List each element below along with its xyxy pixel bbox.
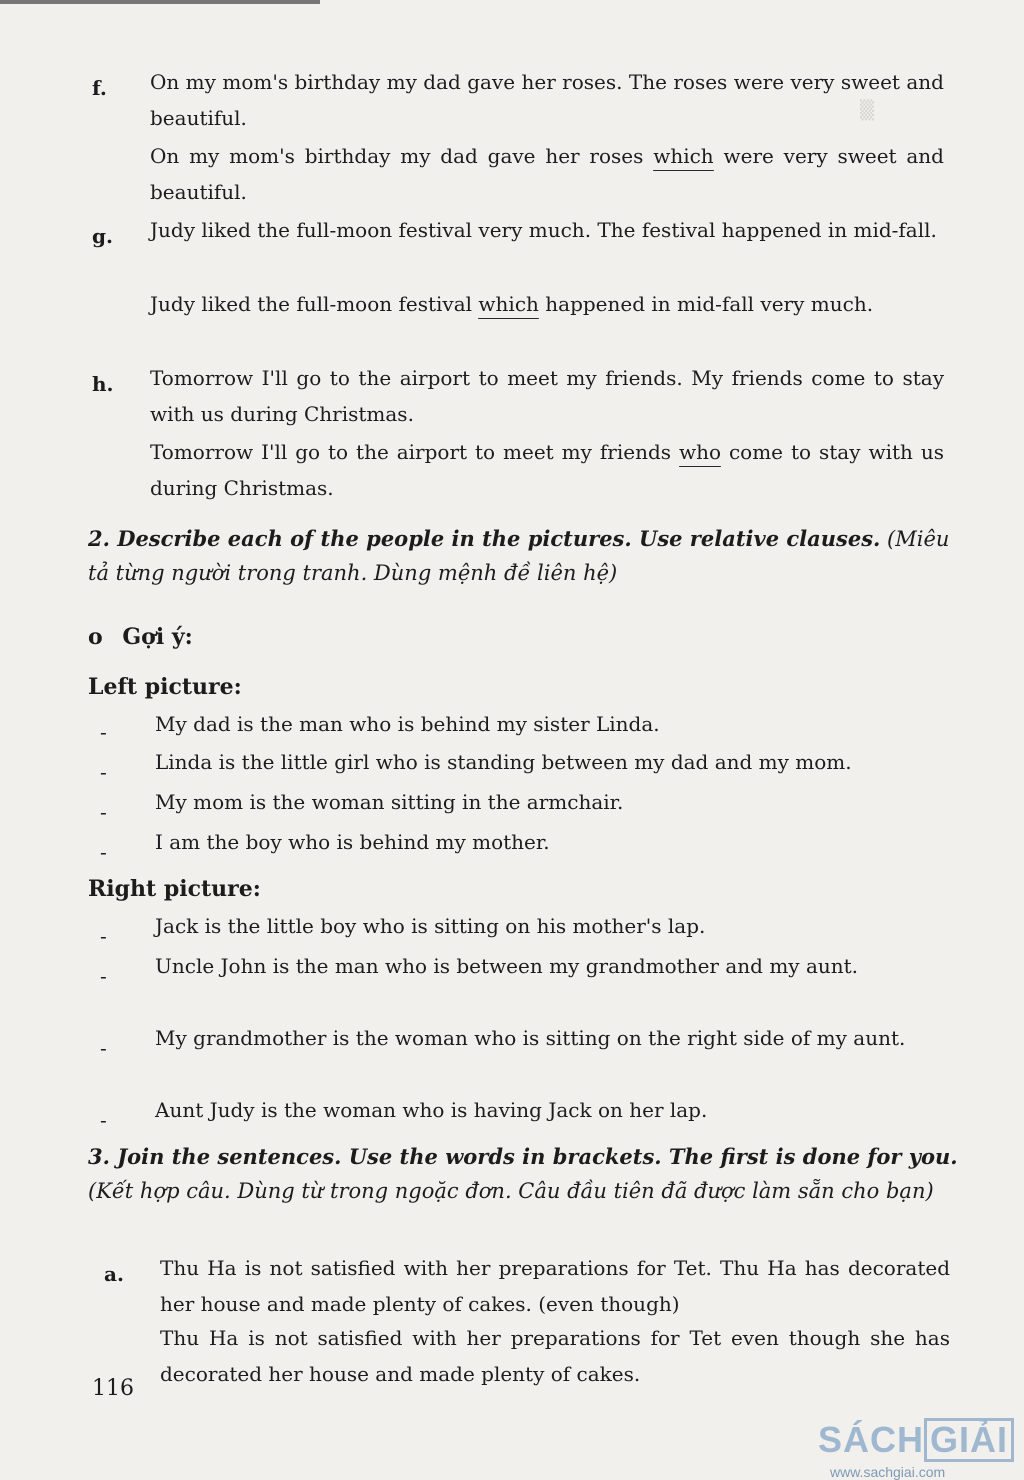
item-f-answer [150,138,944,210]
bullet: - [100,760,107,784]
hint-label: Gợi ý: [122,624,193,650]
exercise-2-heading [88,522,962,590]
answer-text: happened in mid-fall very much. [538,292,874,316]
bullet: - [100,720,107,744]
right-picture-line: Uncle John is the man who is between my grandmother and my aunt. [155,954,859,978]
bullet: - [100,964,107,988]
answer-text: Tomorrow I'll go to the airport to meet my friends [150,440,679,464]
item-g-question: Judy liked the full-moon festival very much. The festival happened in mid-fall. [150,218,937,242]
item-h-answer [150,434,944,506]
bullet: - [100,1036,107,1060]
top-rule [0,0,320,4]
item-a-question: Thu Ha is not satisfied with her preparations for Tet. Thu Ha has decorated her house and made plenty of cakes. (even though) [160,1256,950,1316]
watermark-logo-boxed: GIẢI [924,1418,1014,1462]
watermark-url: www.sachgiai.com [830,1464,946,1480]
exercise-heading-vi: (Miêu tả từng người trong tranh. Dùng mệnh đề liên hệ) [88,527,950,585]
bleed-through-decoration: ▒ [860,100,874,121]
left-picture-line: My dad is the man who is behind my sister Linda. [155,712,660,736]
exercise-heading-vi: (Kết hợp câu. Dùng từ trong ngoặc đơn. Câu đầu tiên đã được làm sẵn cho bạn) [88,1179,934,1203]
answer-text: come to stay with us during Christmas. [150,440,944,500]
watermark [818,1418,1018,1478]
bullet: - [100,924,107,948]
answer-text: Judy liked the full-moon festival [150,292,479,316]
item-g-answer [150,286,944,322]
left-picture-line: My mom is the woman sitting in the armchair. [155,790,624,814]
item-h-question: Tomorrow I'll go to the airport to meet my friends. My friends come to stay with us during Christmas. [150,366,944,426]
page-number: 116 [92,1376,134,1401]
left-picture-line: Linda is the little girl who is standing between my dad and my mom. [155,750,852,774]
hint-heading [88,624,193,650]
left-picture-line: I am the boy who is behind my mother. [155,830,550,854]
item-label-h: h. [92,372,114,396]
exercise-heading-en: 3. Join the sentences. Use the words in brackets. The first is done for you. [88,1144,958,1169]
relative-pronoun: who [678,440,722,464]
watermark-logo-text: SÁCH [818,1419,925,1460]
item-a-answer: Thu Ha is not satisfied with her preparations for Tet even though she has decorated her house and made plenty of cakes. [160,1326,950,1386]
item-label-g: g. [92,224,113,248]
item-label-f: f. [92,76,107,100]
item-label-a: a. [104,1262,124,1286]
answer-text: On my mom's birthday my dad gave her roses [150,144,654,168]
right-picture-line: My grandmother is the woman who is sitting on the right side of my aunt. [155,1026,906,1050]
answer-text: were very sweet and beautiful. [150,144,944,204]
right-picture-title: Right picture: [88,876,261,902]
right-picture-line: Jack is the little boy who is sitting on his mother's lap. [155,914,706,938]
right-picture-line: Aunt Judy is the woman who is having Jack on her lap. [155,1098,708,1122]
watermark-logo [818,1418,1018,1462]
bullet: - [100,1108,107,1132]
bullet: - [100,840,107,864]
relative-pronoun: which [653,144,714,168]
exercise-heading-en: 2. Describe each of the people in the pictures. Use relative clauses. [88,526,881,551]
item-f-question: On my mom's birthday my dad gave her roses. The roses were very sweet and beautiful. [150,70,944,130]
bullet: - [100,800,107,824]
left-picture-title: Left picture: [88,674,242,700]
relative-pronoun: which [478,292,539,316]
hint-marker: o [88,624,103,650]
exercise-3-heading [88,1140,962,1208]
